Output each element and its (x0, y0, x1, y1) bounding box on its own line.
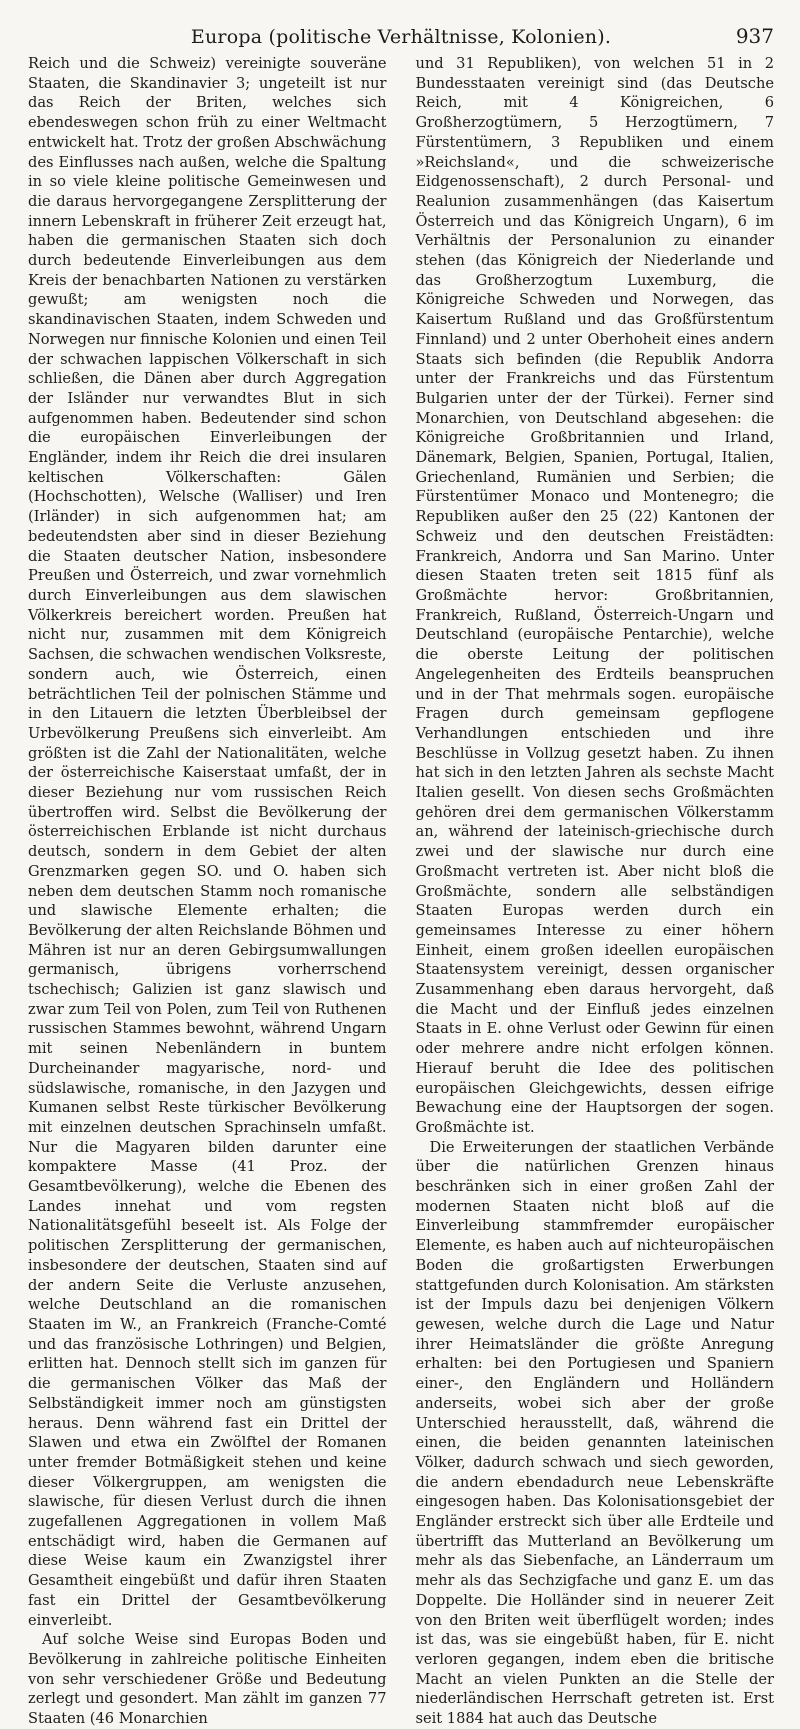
right-column (415, 54, 775, 1728)
paragraph: Auf solche Weise sind Europas Boden und Bevölkerung in zahlreiche politische Einheiten von sehr verschiedener Größe und Bedeutung zerlegt und gesondert. Man zählt im ganzen 77 Staaten (46 Monarchien (28, 1631, 387, 1728)
page-header (28, 18, 774, 54)
column-divider (401, 54, 402, 1269)
paragraph: Die Erweiterungen der staatlichen Verbände über die natürlichen Grenzen hinaus beschränken sich in einer großen Zahl der modernen Staaten nicht bloß auf die Einverleibung stammfremder europäischer Elemente, es haben auch auf nichteuropäischen Boden die großartigsten Erwerbungen stattgefunden durch Kolonisation. Am stärksten ist der Impuls dazu bei denjenigen Völkern gewesen, welche durch die Lage und Natur ihrer Heimatsländer die größte Anregung erhalten: bei den Portugiesen und Spaniern einer-, den Engländern und Holländern anderseits, wobei sich aber der große Unterschied herausstellt, daß, während die einen, die beiden genannten lateinischen Völker, dadurch schwach und siech geworden, die andern ebendadurch neue Lebenskräfte eingesogen haben. Das Kolonisationsgebiet der Engländer erstreckt sich über alle Erdteile und übertrifft das Mutterland an Bevölkerung um mehr als das Siebenfache, an Länderraum um mehr als das Sechzigfache und ganz E. um das Doppelte. Die Holländer sind in neuerer Zeit von den Briten weit überflügelt worden; indes ist das, was sie eingebüßt haben, für E. nicht verloren gegangen, indem eben die britische Macht an vielen Punkten an die Stelle der niederländischen Herrschaft getreten ist. Erst seit 1884 hat auch das Deutsche (415, 1138, 774, 1728)
paragraph: Reich und die Schweiz) vereinigte souveräne Staaten, die Skandinavier 3; ungeteilt ist nur das Reich der Briten, welches sich ebendeswegen schon früh zu einer Weltmacht entwickelt hat. Trotz der großen Abschwächung des Einflusses nach außen, welche die Spaltung in so viele kleine politische Gemeinwesen und die daraus hervorgegangene Zersplitterung der innern Lebenskraft in früherer Zeit erzeugt hat, haben die germanischen Staaten sich doch durch bedeutende Einverleibungen aus dem Kreis der benachbarten Nationen zu verstärken gewußt; am wenigsten noch die skandinavischen Staaten, indem Schweden und Norwegen nur finnische Kolonien und einen Teil der schwachen lappischen Völkerschaft in sich schließen, die Dänen aber durch Aggregation der Isländer nur verwandtes Blut in sich aufgenommen haben. Bedeutender sind schon die europäischen Einverleibungen der Engländer, indem ihr Reich die drei insularen keltischen Völkerschaften: Gälen (Hochschotten), Welsche (Walliser) und Iren (Irländer) in sich aufgenommen hat; am bedeutendsten aber sind in dieser Beziehung die Staaten deutscher Nation, insbesondere Preußen und Österreich, und zwar vornehmlich durch Einverleibungen aus dem slawischen Völkerkreis bereichert worden. Preußen hat nicht nur, zusammen mit dem Königreich Sachsen, die schwachen wendischen Volksreste, sondern auch, wie Österreich, einen beträchtlichen Teil der polnischen Stämme und in den Litauern die letzten Überbleibsel der Urbevölkerung Preußens sich einverleibt. Am größten ist die Zahl der Nationalitäten, welche der österreichische Kaiserstaat umfaßt, der in dieser Beziehung nur vom russischen Reich übertroffen wird. Selbst die Bevölkerung der österreichischen Erblande ist nicht durchaus deutsch, sondern in dem Gebiet der alten Grenzmarken gegen SO. und O. haben sich neben dem deutschen Stamm noch romanische und slawische Elemente erhalten; die Bevölkerung der alten Reichslande Böhmen und Mähren ist nur an deren Gebirgsumwallungen germanisch, übrigens vorherrschend tschechisch; Galizien ist ganz slawisch und zwar zum Teil von Polen, zum Teil von Ruthenen russischen Stammes bewohnt, während Ungarn mit seinen Nebenländern in buntem Durcheinander magyarische, nord- und südslawische, romanische, in den Jazygen und Kumanen selbst Reste türkischer Bevölkerung mit einzelnen deutschen Sprachinseln umfaßt. Nur die Magyaren bilden darunter eine kompaktere Masse (41 Proz. der Gesamtbevölkerung), welche die Ebenen des Landes innehat und vom regsten Nationalitätsgefühl beseelt ist. Als Folge der politischen Zersplitterung der germanischen, insbesondere der deutschen, Staaten sind auf der andern Seite die Verluste anzusehen, welche Deutschland an die romanischen Staaten im W., an Frankreich (Franche-Comté und das französische Lothringen) und Belgien, erlitten hat. Dennoch stellt sich im ganzen für die germanischen Völker das Maß der Selbständigkeit immer noch am günstigsten heraus. Denn während fast ein Drittel der Slawen und etwa ein Zwölftel der Romanen unter fremder Botmäßigkeit stehen und keine dieser Völkergruppen, am wenigsten die slawische, für diesen Verlust durch die ihnen zugefallenen Aggregationen in vollem Maß entschädigt wird, haben die Germanen auf diese Weise kaum ein Zwanzigstel ihrer Gesamtheit eingebüßt und dafür ihren Staaten fast ein Drittel der Gesamtbevölkerung einverleibt. (28, 55, 387, 1629)
left-column (28, 54, 387, 1728)
page-title: Europa (politische Verhältnisse, Kolonien). (190, 26, 612, 48)
paragraph: und 31 Republiken), von welchen 51 in 2 Bundesstaaten vereinigt sind (das Deutsche Reich, mit 4 Königreichen, 6 Großherzogtümern, 5 Herzogtümern, 7 Fürstentümern, 3 Republiken und einem »Reichsland«, und die schweizerische Eidgenossenschaft), 2 durch Personal- und Realunion zusammenhängen (das Kaisertum Österreich und das Königreich Ungarn), 6 im Verhältnis der Personalunion zu einander stehen (das Königreich der Niederlande und das Großherzogtum Luxemburg, die Königreiche Schweden und Norwegen, das Kaisertum Rußland und das Großfürstentum Finnland) und 2 unter Oberhoheit eines andern Staats sich befinden (die Republik Andorra unter der Frankreichs und das Fürstentum Bulgarien unter der der Türkei). Ferner sind Monarchien, von Deutschland abgesehen: die Königreiche Großbritannien und Irland, Dänemark, Belgien, Spanien, Portugal, Italien, Griechenland, Rumänien und Serbien; die Fürstentümer Monaco und Montenegro; die Republiken außer den 25 (22) Kantonen der Schweiz und den deutschen Freistädten: Frankreich, Andorra und San Marino. Unter diesen Staaten treten seit 1815 fünf als Großmächte hervor: Großbritannien, Frankreich, Rußland, Österreich-Ungarn und Deutschland (europäische Pentarchie), welche die oberste Leitung der politischen Angelegenheiten des Erdteils beanspruchen und in der That mehrmals sogen. europäische Fragen durch gemeinsam gepflogene Verhandlungen entschieden und ihre Beschlüsse in Vollzug gesetzt haben. Zu ihnen hat sich in den letzten Jahren als sechste Macht Italien gesellt. Von diesen sechs Großmächten gehören drei dem germanischen Völkerstamm an, während der lateinisch-griechische durch zwei und der slawische nur durch eine Großmacht vertreten ist. Aber nicht bloß die Großmächte, sondern alle selbständigen Staaten Europas werden durch ein gemeinsames Interesse zu einer höhern Einheit, einem großen ideellen europäischen Staatensystem vereinigt, dessen organischer Zusammenhang eben daraus hervorgeht, daß die Macht und der Einfluß jedes einzelnen Staats in E. ohne Verlust oder Gewinn für einen oder mehrere andre nicht erfolgen können. Hierauf beruht die Idee des politischen europäischen Gleichgewichts, dessen eifrige Bewachung eine der Hauptsorgen der sogen. Großmächte ist. (415, 55, 774, 1136)
page-number: 937 (735, 24, 774, 48)
text-columns (28, 54, 774, 1728)
